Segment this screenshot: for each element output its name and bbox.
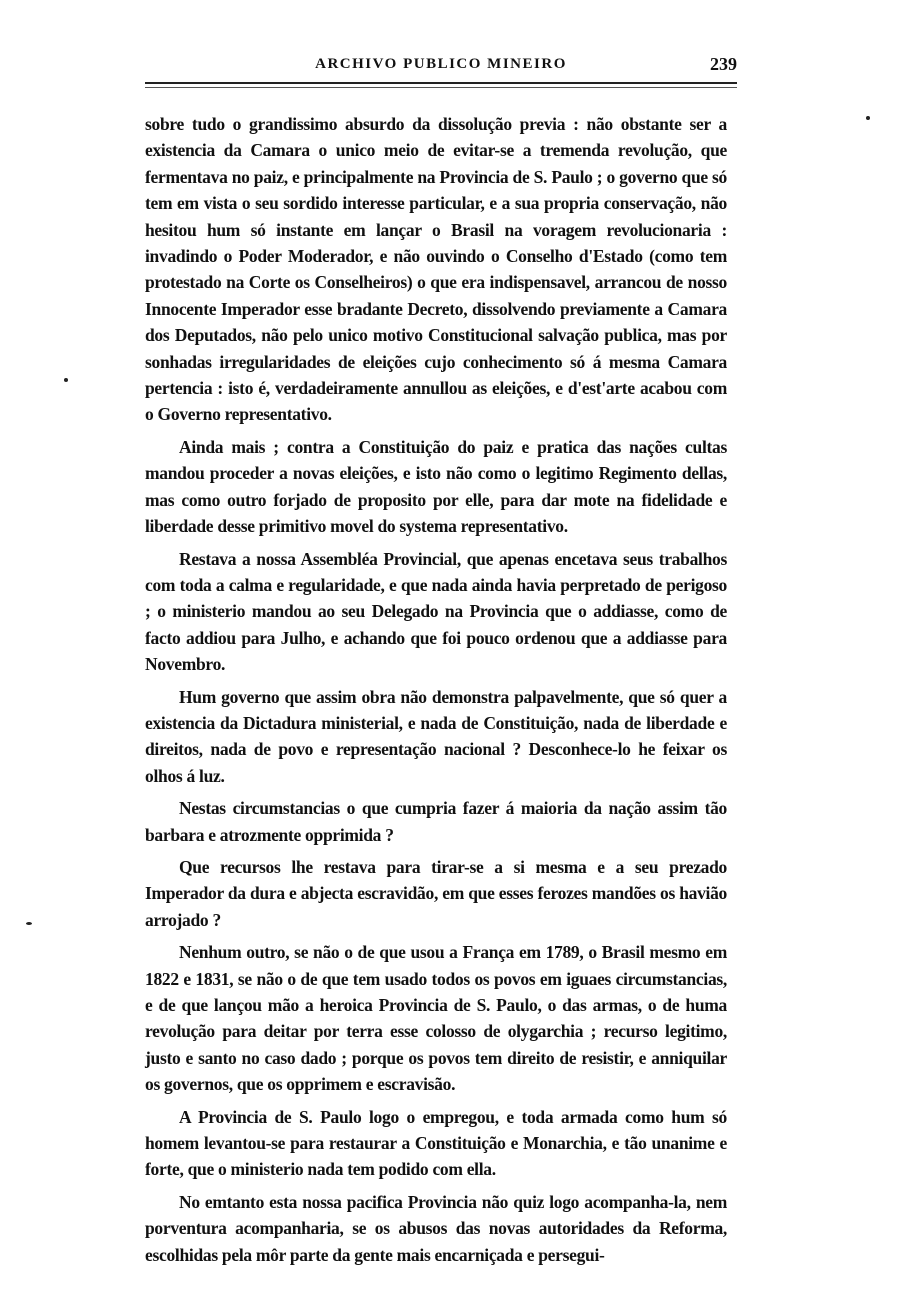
body-text	[145, 111, 727, 1274]
paragraph-1: sobre tudo o grandissimo absurdo da dissolução previa : não obstante ser a existencia da Camara o unico meio de evitar-se a tremenda revolução, que fermentava no paiz, e principalmente na Provincia de S. Paulo ; o governo que só tem em vista o seu sordido interesse particular, e a sua propria conservação, não hesitou hum só instante em lançar o Brasil na voragem revolucionaria : invadindo o Poder Moderador, e não ouvindo o Conselho d'Estado (como tem protestado na Corte os Conselheiros) o que era indispensavel, arrancou de nosso Innocente Imperador esse bradante Decreto, dissolvendo previamente a Camara dos Deputados, não pelo unico motivo Constitucional salvação publica, mas por sonhadas irregularidades de eleições cujo conhecimento só á mesma Camara pertencia : isto é, verdadeiramente annullou as eleições, e d'est'arte acabou com o Governo representativo.	[145, 114, 727, 425]
paragraph-3: Restava a nossa Assembléa Provincial, que apenas encetava seus trabalhos com toda a calma e regularidade, e que nada ainda havia perpretado de perigoso ; o ministerio mandou ao seu Delegado na Provincia que o addiasse, como de facto addiou para Julho, e achando que foi pouco ordenou que a addiasse para Novembro.	[145, 548, 727, 675]
header-rule	[145, 82, 737, 88]
paragraph-4: Hum governo que assim obra não demonstra palpavelmente, que só quer a existencia da Dictadura ministerial, e nada de Constituição, nada de liberdade e direitos, nada de povo e representação nacional ? Desconhece-lo he feixar os olhos á luz.	[145, 686, 727, 786]
paragraph-5: Nestas circumstancias o que cumpria fazer á maioria da nação assim tão barbara e atrozmente opprimida ?	[145, 798, 727, 845]
paragraph-2: Ainda mais ; contra a Constituição do paiz e pratica das nações cultas mandou proceder a novas eleições, e isto não como o legitimo Regimento dellas, mas como outro forjado de proposito por elle, para dar mote na fidelidade e liberdade desse primitivo movel do systema representativo.	[145, 436, 727, 537]
running-title: ARCHIVO PUBLICO MINEIRO	[315, 56, 567, 72]
page-number: 239	[710, 54, 737, 74]
paragraph-9: No emtanto esta nossa pacifica Provincia não quiz logo acompanha-la, nem porventura acompanharia, se os abusos das novas autoridades da Reforma, escolhidas pela môr parte da gente mais encarniçada e persegui-	[145, 1191, 727, 1265]
running-head	[145, 56, 737, 80]
scan-speck	[26, 922, 32, 925]
paragraph-6: Que recursos lhe restava para tirar-se a si mesma e a seu prezado Imperador da dura e abjecta escravidão, em que esses ferozes mandões os havião arrojado ?	[145, 856, 727, 930]
scan-speck	[64, 378, 68, 382]
paragraph-8: A Provincia de S. Paulo logo o empregou, e toda armada como hum só homem levantou-se para restaurar a Constituição e Monarchia, e tão unanime e forte, que o ministerio nada tem podido com ella.	[145, 1106, 727, 1180]
scan-speck	[866, 116, 870, 120]
paragraph-7: Nenhum outro, se não o de que usou a França em 1789, o Brasil mesmo em 1822 e 1831, se não o de que tem usado todos os povos em iguaes circumstancias, e de que lançou mão a heroica Provincia de S. Paulo, o das armas, o de huma revolução para deitar por terra esse colosso de olygarchia ; recurso legitimo, justo e santo no caso dado ; porque os povos tem direito de resistir, e anniquilar os governos, que os opprimem e escravisão.	[145, 942, 727, 1095]
